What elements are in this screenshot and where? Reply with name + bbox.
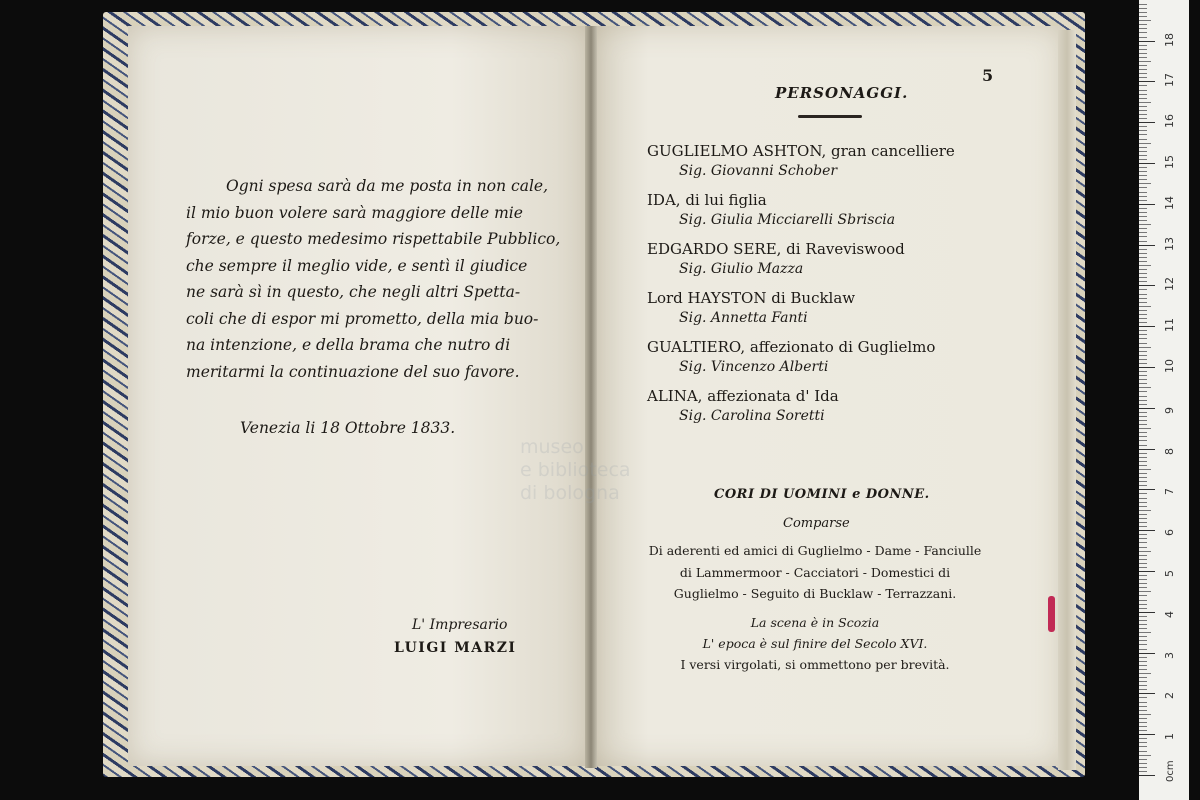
ruler-number: 1 (1163, 733, 1176, 741)
character-actor: Sig. Giovanni Schober (679, 163, 838, 179)
ruler-tick (1139, 257, 1147, 258)
ruler-tick (1139, 542, 1147, 543)
note-line: La scena è in Scozia (750, 615, 880, 630)
ruler-tick (1139, 493, 1147, 494)
ruler-tick (1139, 183, 1151, 184)
ruler-tick (1139, 644, 1147, 645)
ruler-tick (1139, 669, 1147, 670)
character-actor: Sig. Carolina Soretti (679, 408, 825, 424)
ruler-tick (1139, 620, 1147, 621)
ruler-number: 6 (1163, 529, 1176, 537)
ruler-tick (1139, 94, 1147, 95)
ruler-tick (1139, 714, 1151, 715)
ruler-tick (1139, 587, 1147, 588)
ruler-tick (1139, 277, 1147, 278)
ruler-tick (1139, 302, 1147, 303)
ruler-tick (1139, 126, 1147, 127)
ruler-tick (1139, 383, 1147, 384)
comparse-title: Comparse (783, 516, 850, 531)
note-line: I versi virgolati, si ommettono per brevità. (680, 657, 950, 672)
ruler-number: 4 (1163, 610, 1176, 618)
ruler-tick (1139, 408, 1155, 409)
ruler-tick (1139, 37, 1147, 38)
ruler-tick (1139, 167, 1147, 168)
ruler-tick (1139, 771, 1147, 772)
ruler-tick (1139, 697, 1147, 698)
library-watermark (520, 436, 660, 505)
ruler-number: 14 (1163, 195, 1176, 210)
ruler-tick (1139, 469, 1151, 470)
ruler-tick (1139, 665, 1147, 666)
ruler-tick (1139, 522, 1147, 523)
ruler-tick (1139, 143, 1151, 144)
ruler-tick (1139, 269, 1147, 270)
ruler-tick (1139, 461, 1147, 462)
ruler-tick (1139, 567, 1147, 568)
ruler-tick (1139, 583, 1147, 584)
book-gutter (585, 26, 597, 768)
ruler-tick (1139, 179, 1147, 180)
ruler-tick (1139, 102, 1151, 103)
measuring-ruler (1139, 0, 1189, 800)
ruler-tick (1139, 420, 1147, 421)
ruler-tick (1139, 726, 1147, 727)
ruler-tick (1139, 73, 1147, 74)
ruler-tick (1139, 281, 1147, 282)
ruler-number: 18 (1163, 32, 1176, 47)
character-actor: Sig. Giulio Mazza (679, 261, 804, 277)
ruler-tick (1139, 457, 1147, 458)
ruler-tick (1139, 326, 1155, 327)
ruler-tick (1139, 187, 1147, 188)
letter-line: Ogni spesa sarà da me posta in non cale, (226, 177, 549, 195)
note-line: L' epoca è sul finire del Secolo XVI. (702, 636, 928, 651)
ruler-tick (1139, 400, 1147, 401)
ruler-number: 8 (1163, 447, 1176, 455)
ruler-tick (1139, 322, 1147, 323)
ruler-tick (1139, 555, 1147, 556)
ruler-tick (1139, 640, 1147, 641)
ruler-tick (1139, 122, 1155, 123)
ruler-tick (1139, 767, 1147, 768)
ruler-tick (1139, 730, 1147, 731)
ruler-tick (1139, 114, 1147, 115)
ruler-tick (1139, 685, 1147, 686)
ruler-tick (1139, 208, 1147, 209)
ruler-tick (1139, 702, 1147, 703)
ruler-tick (1139, 775, 1155, 776)
comparse-line: Guglielmo - Seguito di Bucklaw - Terrazzani. (673, 586, 957, 601)
ruler-tick (1139, 677, 1147, 678)
letter-line: meritarmi la continuazione del suo favore. (186, 362, 520, 381)
ruler-number: 2 (1163, 692, 1176, 700)
ruler-tick (1139, 367, 1155, 368)
ruler-tick (1139, 404, 1147, 405)
ruler-tick (1139, 347, 1151, 348)
ruler-tick (1139, 20, 1151, 21)
ruler-tick (1139, 343, 1147, 344)
ruler-tick (1139, 551, 1151, 552)
page-heading: PERSONAGGI. (775, 84, 909, 102)
letter-line: il mio buon volere sarà maggiore delle mie (186, 203, 523, 222)
ruler-tick (1139, 559, 1147, 560)
ruler-tick (1139, 485, 1147, 486)
ruler-tick (1139, 396, 1147, 397)
ruler-tick (1139, 65, 1147, 66)
character-role: GUALTIERO, affezionato di Guglielmo (647, 338, 936, 356)
ruler-number: 9 (1163, 406, 1176, 414)
ruler-tick (1139, 416, 1147, 417)
ruler-tick (1139, 563, 1147, 564)
ruler-tick (1139, 306, 1151, 307)
ruler-tick (1139, 338, 1147, 339)
ruler-tick (1139, 510, 1151, 511)
comparse-line: di Lammermoor - Cacciatori - Domestici di (679, 564, 951, 580)
ruler-tick (1139, 192, 1147, 193)
ruler-tick (1139, 45, 1147, 46)
ruler-tick (1139, 196, 1147, 197)
ruler-tick (1139, 134, 1147, 135)
watermark-line: e biblioteca (520, 459, 631, 481)
ruler-tick (1139, 600, 1147, 601)
ruler-tick (1139, 24, 1147, 25)
ruler-tick (1139, 538, 1147, 539)
ruler-tick (1139, 171, 1147, 172)
left-page (128, 26, 590, 766)
ruler-tick (1139, 155, 1147, 156)
ruler-number: 16 (1163, 114, 1176, 129)
ruler-tick (1139, 653, 1155, 654)
ruler-tick (1139, 530, 1155, 531)
ruler-tick (1139, 547, 1147, 548)
ruler-tick (1139, 330, 1147, 331)
ruler-tick (1139, 432, 1147, 433)
ruler-tick (1139, 147, 1147, 148)
ruler-tick (1139, 85, 1147, 86)
ruler-tick (1139, 649, 1147, 650)
ruler-tick (1139, 689, 1147, 690)
ruler-tick (1139, 318, 1147, 319)
ruler-tick (1139, 604, 1147, 605)
ruler-number: 13 (1163, 236, 1176, 251)
ruler-tick (1139, 746, 1147, 747)
ruler-tick (1139, 261, 1147, 262)
ruler-tick (1139, 61, 1151, 62)
ruler-tick (1139, 575, 1147, 576)
color-marker-tab (1048, 596, 1055, 632)
ruler-tick (1139, 502, 1147, 503)
ruler-tick (1139, 273, 1147, 274)
ruler-tick (1139, 98, 1147, 99)
ruler-tick (1139, 514, 1147, 515)
ruler-tick (1139, 285, 1155, 286)
ruler-tick (1139, 294, 1147, 295)
ruler-tick (1139, 57, 1147, 58)
character-role: EDGARDO SERE, di Raveviswood (647, 240, 905, 258)
ruler-tick (1139, 130, 1147, 131)
ruler-tick (1139, 755, 1151, 756)
ruler-tick (1139, 710, 1147, 711)
ruler-tick (1139, 77, 1147, 78)
ruler-tick (1139, 106, 1147, 107)
ruler-tick (1139, 355, 1147, 356)
ruler-tick (1139, 595, 1147, 596)
ruler-tick (1139, 489, 1155, 490)
character-actor: Sig. Annetta Fanti (679, 310, 808, 326)
ruler-tick (1139, 498, 1147, 499)
ruler-tick (1139, 477, 1147, 478)
ruler-tick (1139, 412, 1147, 413)
ruler-number: 11 (1163, 318, 1176, 333)
ruler-tick (1139, 616, 1147, 617)
ruler-tick (1139, 636, 1147, 637)
ruler-tick (1139, 151, 1147, 152)
character-actor: Sig. Giulia Micciarelli Sbriscia (679, 212, 896, 228)
character-role: Lord HAYSTON di Bucklaw (647, 289, 856, 307)
ruler-tick (1139, 661, 1147, 662)
ruler-tick (1139, 228, 1147, 229)
ruler-number: 15 (1163, 155, 1176, 169)
letter-date: Venezia li 18 Ottobre 1833. (240, 419, 456, 437)
ruler-tick (1139, 718, 1147, 719)
ruler-tick (1139, 506, 1147, 507)
ruler-tick (1139, 216, 1147, 217)
ruler-tick (1139, 657, 1147, 658)
ruler-tick (1139, 110, 1147, 111)
ruler-tick (1139, 759, 1147, 760)
character-actor: Sig. Vincenzo Alberti (679, 359, 829, 375)
ruler-tick (1139, 453, 1147, 454)
ruler-tick (1139, 241, 1147, 242)
ruler-tick (1139, 518, 1147, 519)
ruler-tick (1139, 236, 1147, 237)
ruler-tick (1139, 220, 1147, 221)
ruler-tick (1139, 81, 1155, 82)
signature-name: LUIGI MARZI (394, 640, 517, 656)
ruler-tick (1139, 249, 1147, 250)
ruler-unit-label: 0cm (1165, 760, 1176, 782)
letter-line: che sempre il meglio vide, e sentì il giudice (186, 256, 528, 275)
ruler-tick (1139, 481, 1147, 482)
ruler-tick (1139, 571, 1155, 572)
ruler-tick (1139, 4, 1147, 5)
ruler-tick (1139, 224, 1151, 225)
ruler-tick (1139, 628, 1147, 629)
ruler-tick (1139, 579, 1147, 580)
ruler-tick (1139, 298, 1147, 299)
ruler-tick (1139, 49, 1147, 50)
ruler-tick (1139, 163, 1155, 164)
signature-role: L' Impresario (412, 617, 508, 633)
ruler-tick (1139, 693, 1155, 694)
ruler-tick (1139, 159, 1147, 160)
ruler-tick (1139, 334, 1147, 335)
ruler-tick (1139, 41, 1155, 42)
character-role: ALINA, affezionata d' Ida (647, 387, 839, 405)
ruler-tick (1139, 53, 1147, 54)
ruler-tick (1139, 449, 1155, 450)
ruler-number: 10 (1163, 359, 1176, 373)
ruler-tick (1139, 391, 1147, 392)
ruler-tick (1139, 16, 1147, 17)
ruler-tick (1139, 12, 1147, 13)
ruler-tick (1139, 534, 1147, 535)
ruler-tick (1139, 387, 1151, 388)
ruler-tick (1139, 624, 1147, 625)
ruler-tick (1139, 289, 1147, 290)
ruler-number: 5 (1163, 570, 1176, 577)
ruler-tick (1139, 608, 1147, 609)
ruler-number: 3 (1163, 651, 1176, 659)
ruler-tick (1139, 722, 1147, 723)
ruler-tick (1139, 265, 1151, 266)
heading-ornament-rule (798, 115, 862, 118)
ruler-tick (1139, 436, 1147, 437)
watermark-line: di bologna (520, 482, 620, 504)
ruler-tick (1139, 32, 1147, 33)
character-list (647, 141, 1027, 435)
ruler-tick (1139, 200, 1147, 201)
ruler-tick (1139, 118, 1147, 119)
ruler-tick (1139, 428, 1151, 429)
comparse-list (630, 540, 1000, 605)
ruler-tick (1139, 363, 1147, 364)
ruler-tick (1139, 673, 1151, 674)
letter-line: ne sarà sì in questo, che negli altri Spetta- (186, 283, 521, 301)
ruler-tick (1139, 763, 1147, 764)
ruler-tick (1139, 375, 1147, 376)
ruler-tick (1139, 526, 1147, 527)
ruler-tick (1139, 351, 1147, 352)
ruler-tick (1139, 465, 1147, 466)
ruler-tick (1139, 632, 1151, 633)
ruler-tick (1139, 591, 1151, 592)
ruler-number: 12 (1163, 277, 1176, 292)
ruler-tick (1139, 681, 1147, 682)
ruler-tick (1139, 359, 1147, 360)
ruler-tick (1139, 245, 1155, 246)
ruler-tick (1139, 706, 1147, 707)
ruler-tick (1139, 90, 1147, 91)
comparse-line: Di aderenti ed amici di Guglielmo - Dame - Fanciulle (648, 543, 982, 558)
ruler-tick (1139, 734, 1155, 735)
chorus-line: CORI DI UOMINI e DONNE. (714, 487, 930, 502)
ruler-tick (1139, 314, 1147, 315)
ruler-tick (1139, 204, 1155, 205)
ruler-tick (1139, 424, 1147, 425)
ruler-tick (1139, 445, 1147, 446)
staging-notes (640, 612, 990, 675)
ruler-tick (1139, 371, 1147, 372)
ruler-tick (1139, 139, 1147, 140)
ruler-tick (1139, 8, 1147, 9)
character-role: GUGLIELMO ASHTON, gran cancelliere (647, 142, 955, 160)
watermark-line: museo (520, 436, 584, 458)
ruler-tick (1139, 253, 1147, 254)
ruler-tick (1139, 440, 1147, 441)
ruler-tick (1139, 612, 1155, 613)
ruler-tick (1139, 28, 1147, 29)
letter-line: na intenzione, e della brama che nutro di (186, 336, 511, 354)
letter-line: coli che di espor mi prometto, della mia buo- (186, 309, 539, 328)
ruler-tick (1139, 742, 1147, 743)
ruler-tick (1139, 232, 1147, 233)
ruler-tick (1139, 310, 1147, 311)
ruler-tick (1139, 175, 1147, 176)
letter-line: forze, e questo medesimo rispettabile Pubblico, (186, 230, 561, 248)
page-number: 5 (982, 66, 994, 85)
ruler-number: 7 (1163, 488, 1176, 496)
ruler-tick (1139, 212, 1147, 213)
ruler-tick (1139, 738, 1147, 739)
character-role: IDA, di lui figlia (647, 191, 767, 209)
ruler-tick (1139, 69, 1147, 70)
impresario-letter (186, 173, 561, 385)
ruler-number: 17 (1163, 73, 1176, 88)
ruler-tick (1139, 751, 1147, 752)
page-edges (1058, 30, 1076, 770)
ruler-tick (1139, 473, 1147, 474)
ruler-tick (1139, 379, 1147, 380)
